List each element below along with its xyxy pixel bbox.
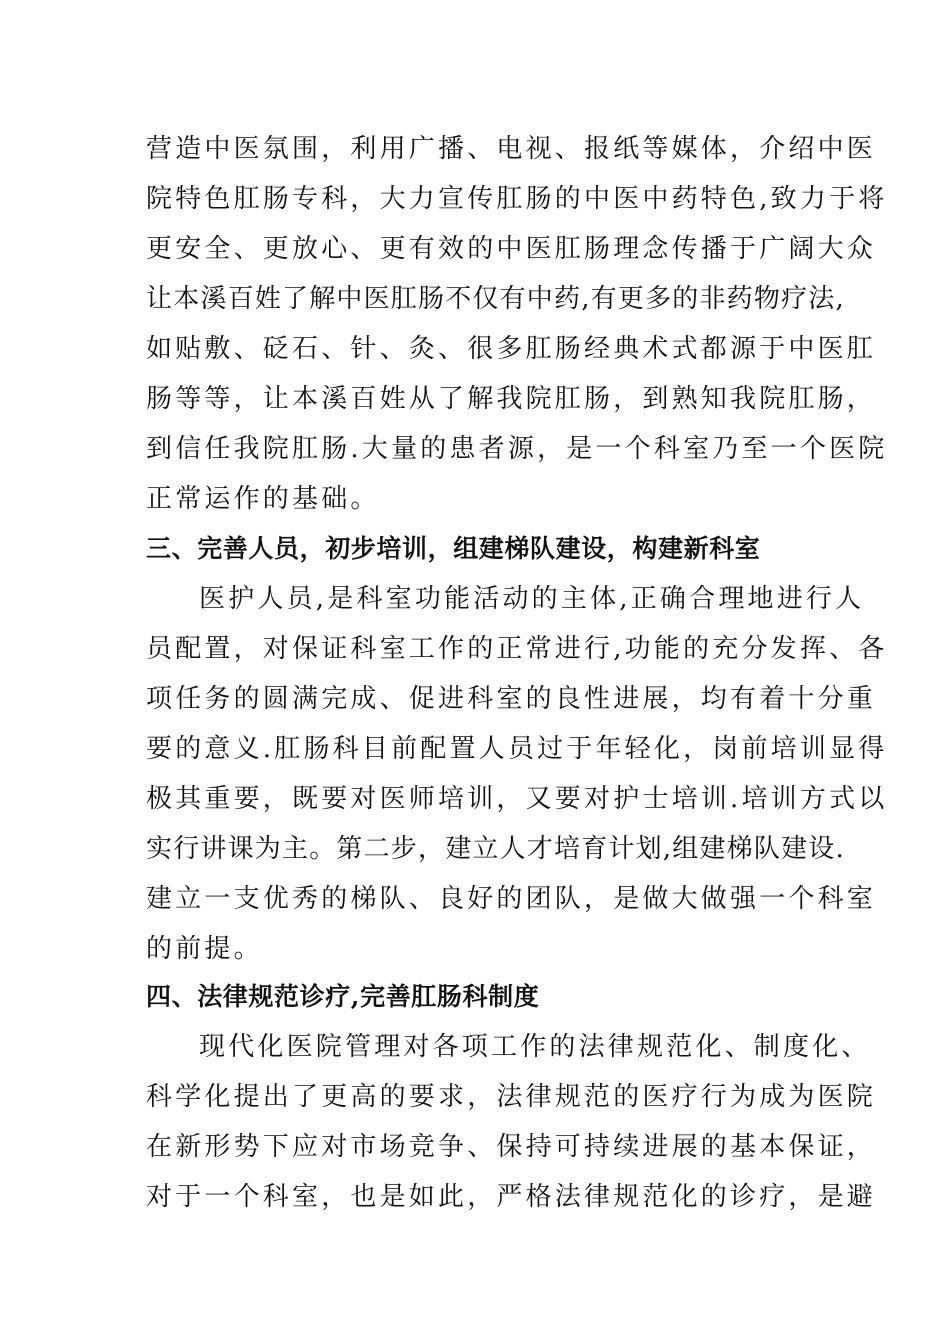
text-line: 让本溪百姓了解中医肛肠不仅有中药,有更多的非药物疗法, (146, 284, 845, 314)
text-line: 营造中医氛围，利用广播、电视、报纸等媒体，介绍中医 (146, 134, 877, 164)
text-line: 院特色肛肠专科，大力宣传肛肠的中医中药特色,致力于将 (146, 184, 888, 214)
text-line: 实行讲课为主。第二步，建立人才培育计划,组建梯队建设. (146, 834, 845, 864)
text-line: 对于一个科室，也是如此，严格法律规范化的诊疗，是避 (146, 1182, 877, 1212)
text-line: 肠等等，让本溪百姓从了解我院肛肠，到熟知我院肛肠， (146, 384, 877, 414)
text-line: 现代化医院管理对各项工作的法律规范化、制度化、 (199, 1032, 871, 1062)
text-line: 医护人员,是科室功能活动的主体,正确合理地进行人 (199, 584, 865, 614)
text-line: 如贴敷、砭石、针、灸、很多肛肠经典术式都源于中医肛 (146, 334, 877, 364)
section-heading: 三、完善人员，初步培训，组建梯队建设，构建新科室 (146, 534, 761, 563)
text-line: 员配置，对保证科室工作的正常进行,功能的充分发挥、各 (146, 634, 888, 664)
text-line: 在新形势下应对市场竞争、保持可持续进展的基本保证， (146, 1132, 877, 1162)
text-line: 项任务的圆满完成、促进科室的良性进展，均有着十分重 (146, 684, 877, 714)
text-line: 要的意义.肛肠科目前配置人员过于年轻化，岗前培训显得 (146, 734, 888, 764)
text-line: 科学化提出了更高的要求，法律规范的医疗行为成为医院 (146, 1082, 877, 1112)
text-line: 到信任我院肛肠.大量的患者源，是一个科室乃至一个医院 (146, 434, 888, 464)
text-line: 建立一支优秀的梯队、良好的团队，是做大做强一个科室 (146, 884, 877, 914)
text-line: 极其重要，既要对医师培训，又要对护士培训.培训方式以 (146, 784, 888, 814)
text-line: 正常运作的基础。 (146, 484, 380, 514)
text-line: 更安全、更放心、更有效的中医肛肠理念传播于广阔大众 (146, 234, 877, 264)
section-heading: 四、法律规范诊疗,完善肛肠科制度 (146, 982, 540, 1011)
text-line: 的前提。 (146, 934, 263, 964)
